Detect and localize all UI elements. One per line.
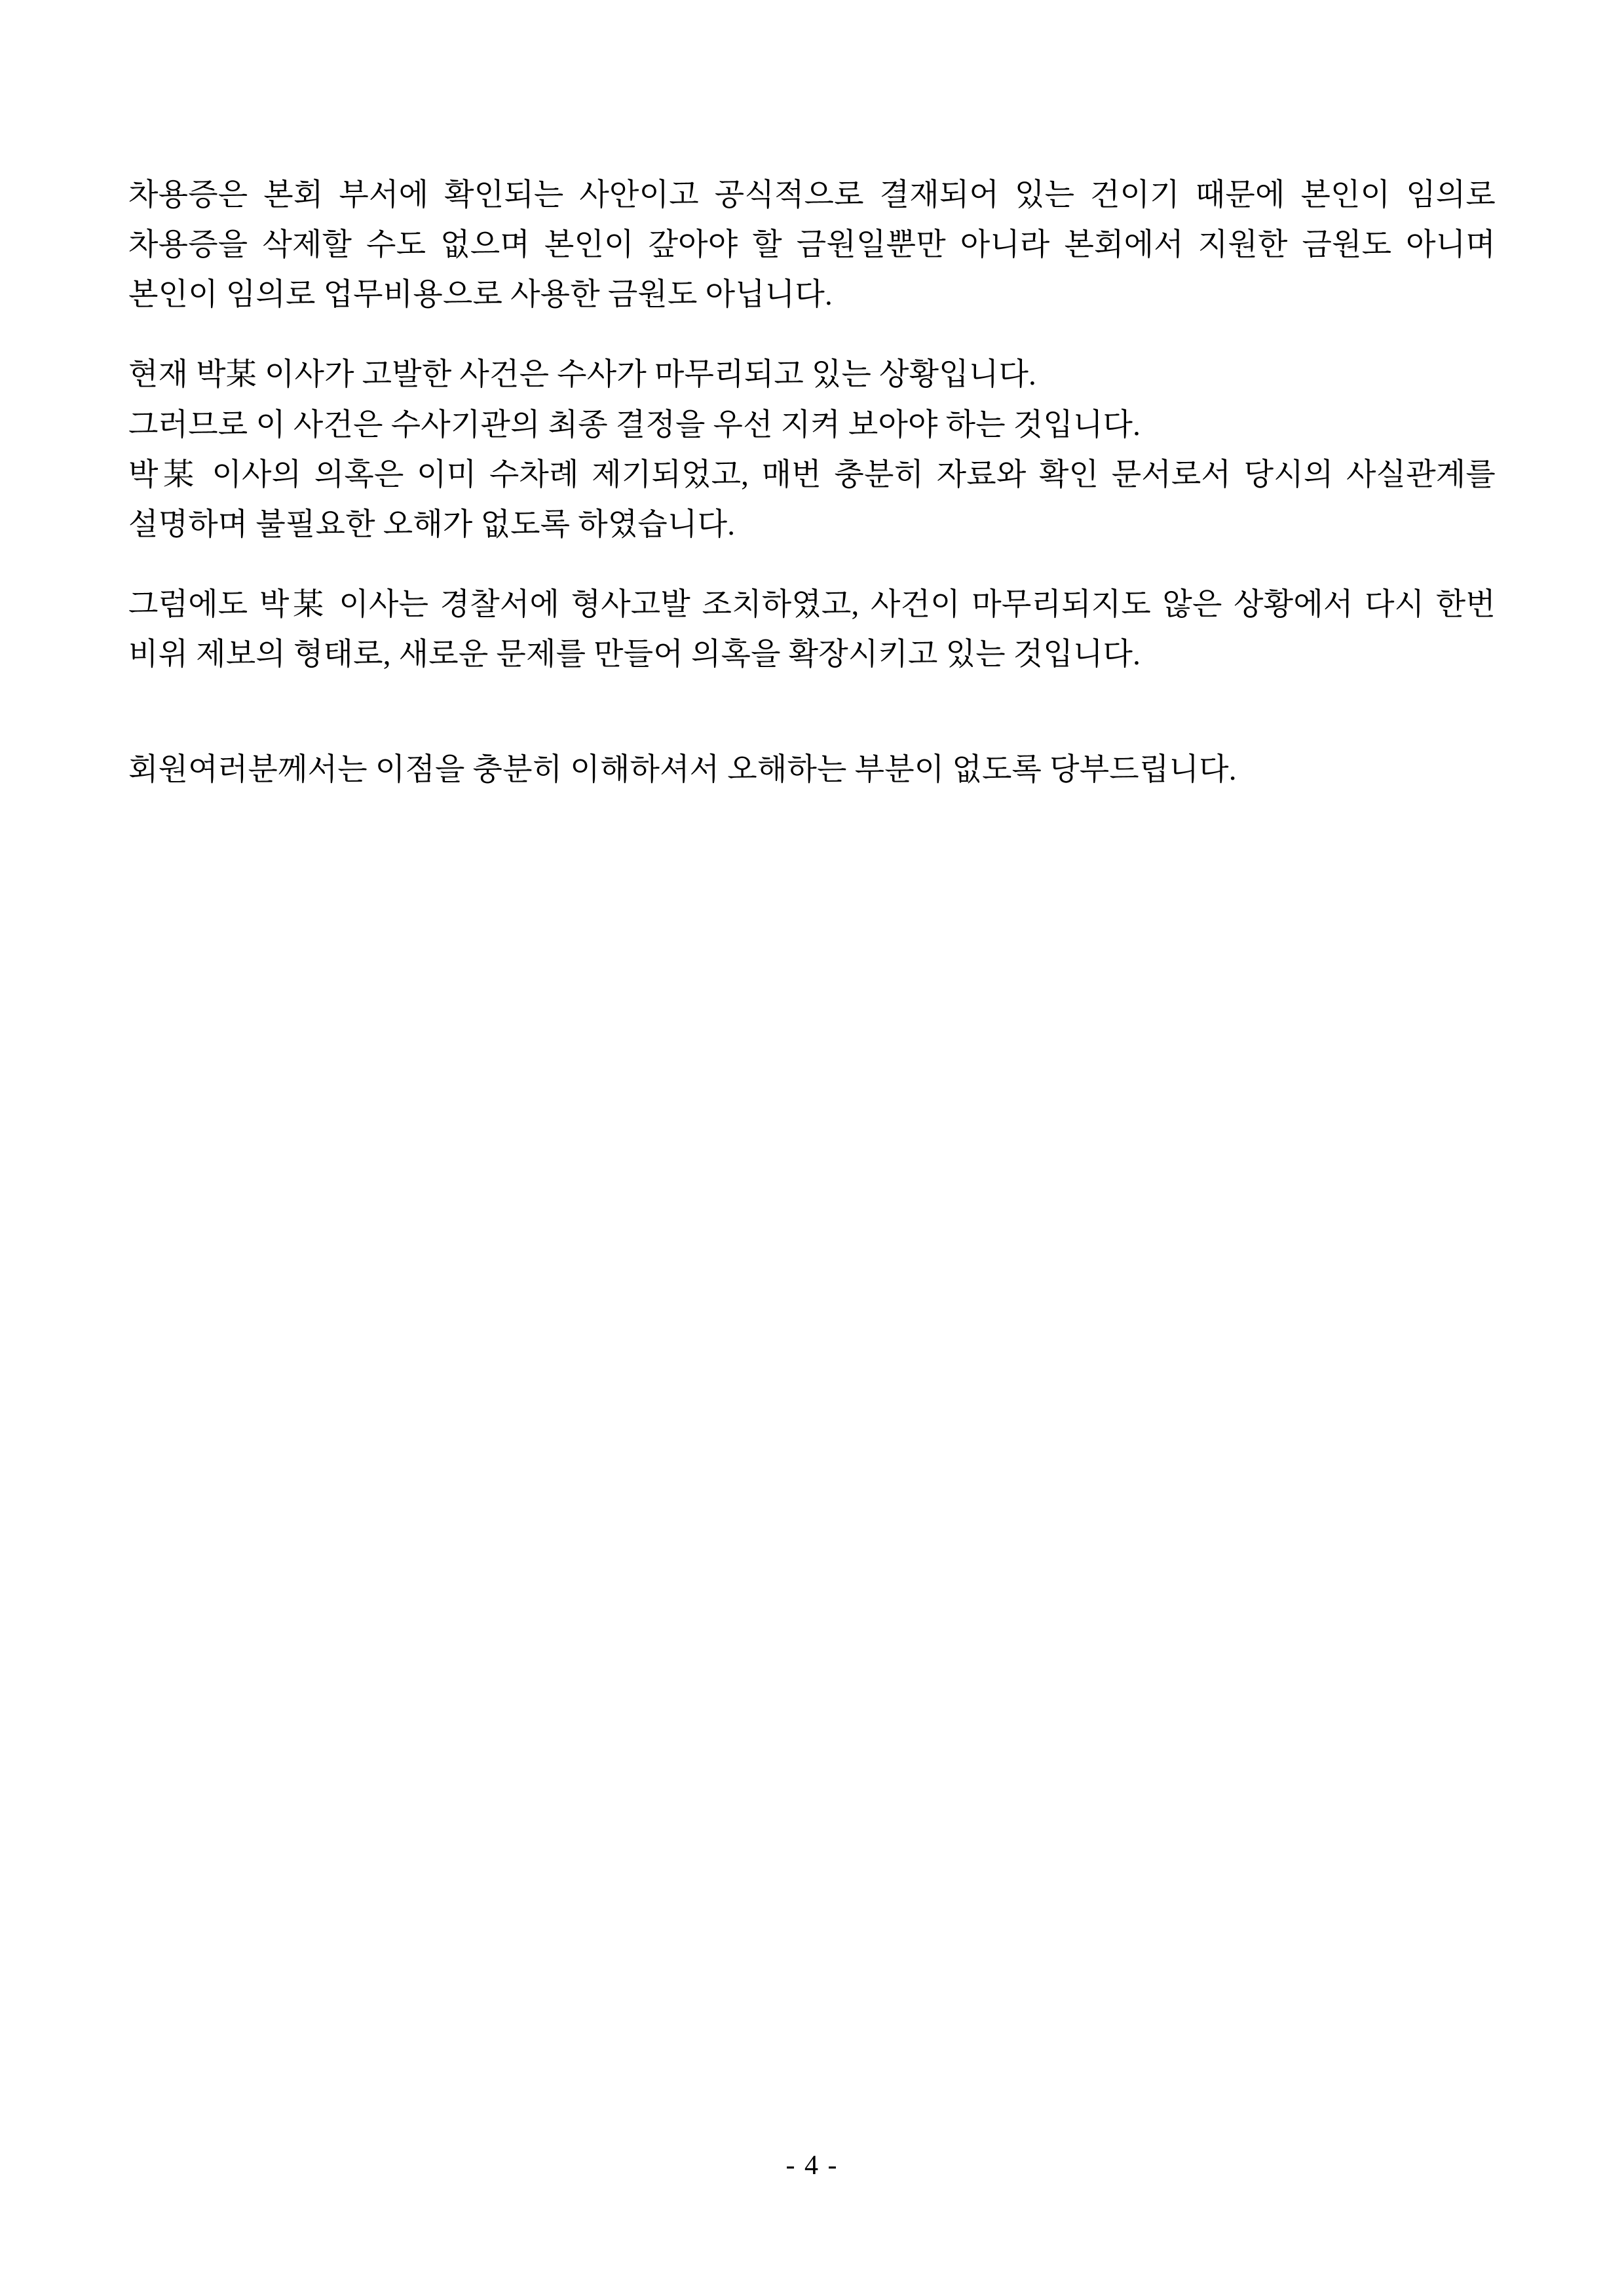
paragraph-2-line-1: 현재 박某 이사가 고발한 사건은 수사가 마무리되고 있는 상황입니다. — [128, 358, 1037, 392]
paragraph-2-line-3: 박某 이사의 의혹은 이미 수차례 제기되었고, 매번 충분히 자료와 확인 문서로서 당시의 사실관계를 설명하며 불필요한 오해가 없도록 하였습니다. — [128, 457, 1496, 542]
paragraph-1: 차용증은 본회 부서에 확인되는 사안이고 공식적으로 결재되어 있는 건이기 때문에 본인이 임의로 차용증을 삭제할 수도 없으며 본인이 갚아야 할 금원일뿐만 아니라 본회에서 지원한 금원도 아니며 본인이 임의로 업무비용으로 사용한 금원도 아닙니다. — [128, 178, 1496, 313]
paragraph-3: 그럼에도 박某 이사는 경찰서에 형사고발 조치하였고, 사건이 마무리되지도 않은 상황에서 다시 한번 비위 제보의 형태로, 새로운 문제를 만들어 의혹을 확장시키고 있는 것입니다. — [128, 587, 1496, 672]
document-body — [128, 170, 1496, 795]
paragraph-2-line-2: 그러므로 이 사건은 수사기관의 최종 결정을 우선 지켜 보아야 하는 것입니다. — [128, 408, 1141, 442]
page-number: - 4 - — [785, 2151, 839, 2181]
paragraph-4: 회원여러분께서는 이점을 충분히 이해하셔서 오해하는 부분이 없도록 당부드립니다. — [128, 753, 1237, 788]
paragraph-2 — [128, 350, 1496, 550]
